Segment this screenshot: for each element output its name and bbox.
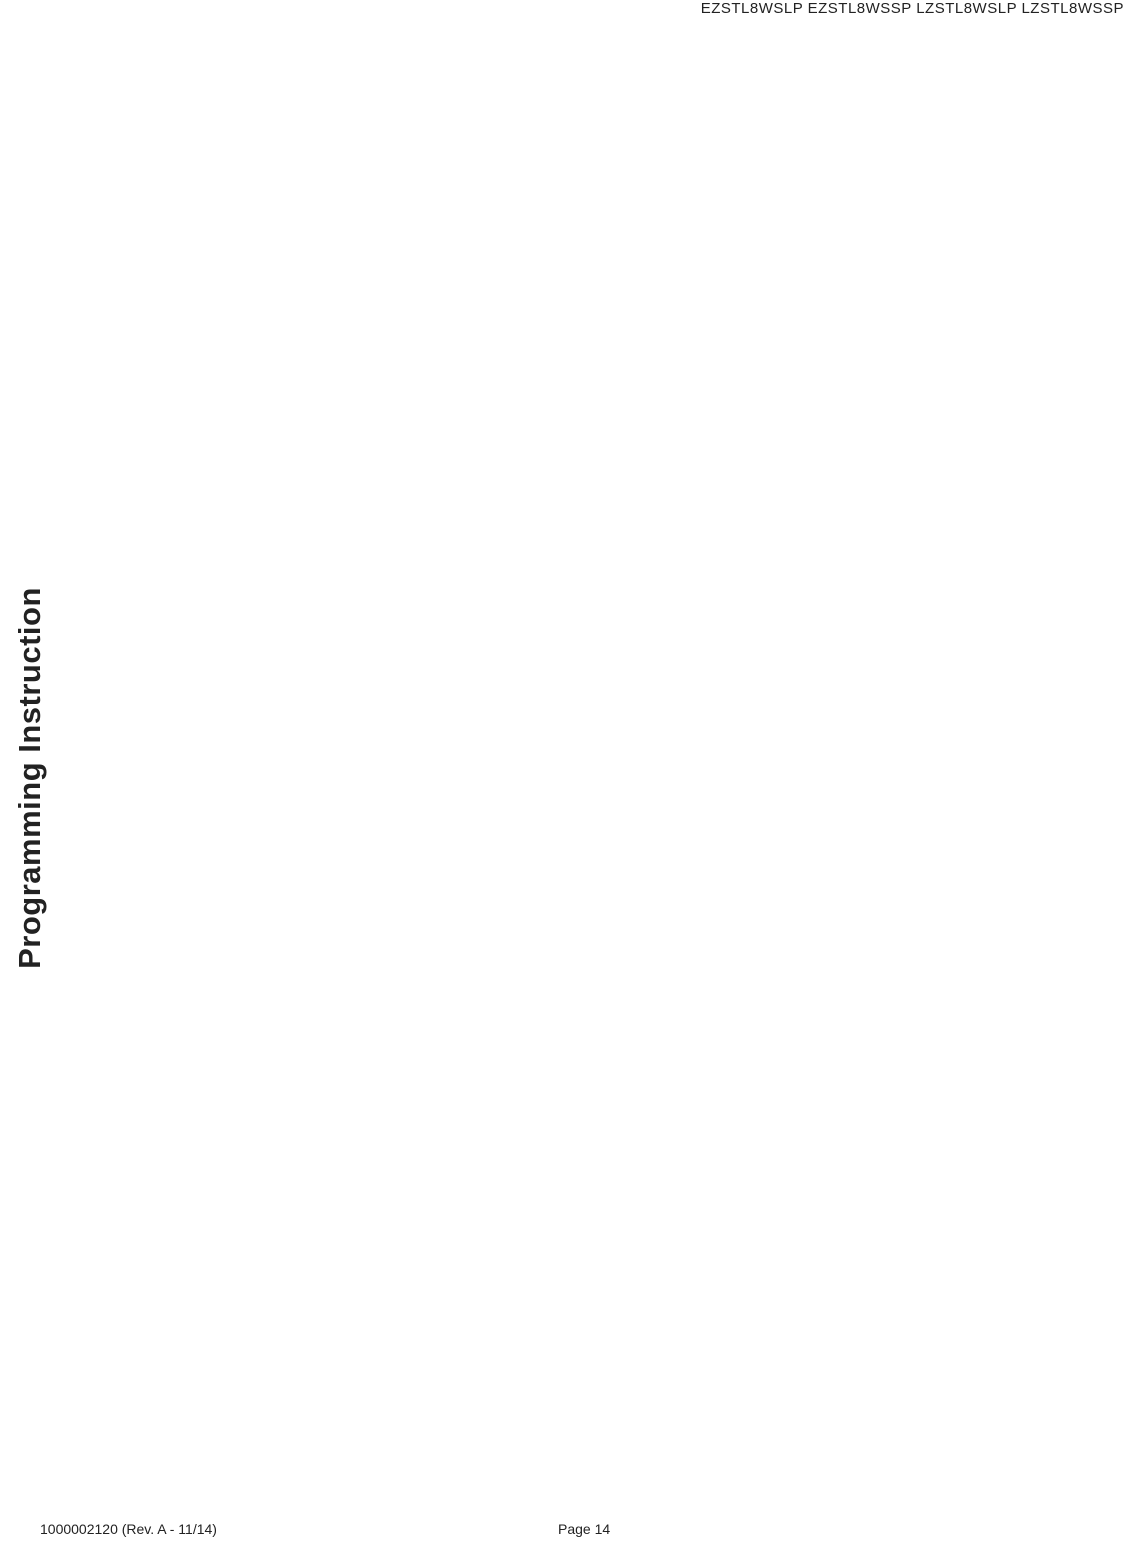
page-number: Page 14 <box>558 1521 611 1537</box>
page-title: Programming Instruction <box>12 587 47 969</box>
document-number: 1000002120 (Rev. A - 11/14) <box>40 1521 217 1537</box>
model-numbers: EZSTL8WSLP EZSTL8WSSP LZSTL8WSLP LZSTL8WSSP <box>700 0 1124 17</box>
page-title-area <box>0 0 60 1560</box>
